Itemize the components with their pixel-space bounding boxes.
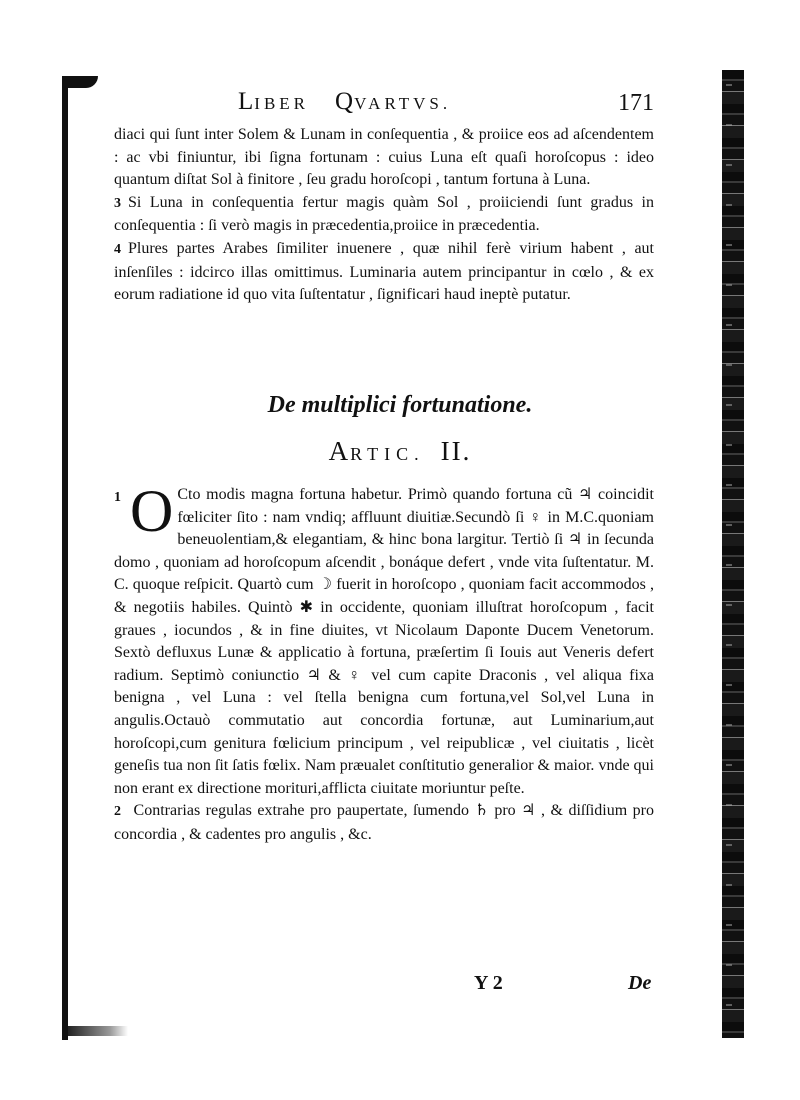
catchword: De [628,972,652,994]
signature-mark: Y 2 [474,972,503,994]
drop-cap: O [130,478,174,544]
running-head-initial: L [238,88,255,115]
article-initial: A [328,436,351,466]
paragraph-number: 1 [114,490,121,505]
text-block-article [114,478,654,847]
paragraph-text: Contrarias regulas extrahe pro paupertate, ſumendo ♄ pro ♃ , & diſſidium pro concordia , & cadentes pro angulis , &c. [114,802,654,843]
scan-border-right [722,70,744,1038]
scan-border-left [62,82,68,1040]
paragraph-text: diaci qui ſunt inter Solem & Lunam in conſequentia , & proiice eos ad aſcendentem : ac vbi finiuntur, ibi ſigna fortunam : cuius Luna eſt quaſi horoſcopus : ideo quantum diſtat Sol à finitore , ſeu gradu horoſcopi , tantum fortuna à Luna. [114,126,654,189]
paragraph-number: 2 [114,804,121,820]
page-number: 171 [618,90,654,116]
paragraph [114,192,654,238]
paragraph-text: Si Luna in conſequentia fertur magis quàm Sol , proiiciendi ſunt gradus in conſequentia : ſi verò magis in præcedentia,proiice in præcedentia. [114,193,654,235]
running-head-initial-2: Q [335,88,355,115]
paragraph-text: Cto modis magna fortuna habetur. Primò quando fortuna cũ ♃ coincidit fœliciter ſito : nam vndiq; affluunt diuitiæ.Secundò ſi ♀ in M.C.quoniam beneuolentiam,& elegantiam, & hinc bona largitur. Tertiò ſi ♃ in ſecunda domo , quoniam ad horoſcopum aſcendit , bonáque defert , vnde vita ſuſtentatur. M. C. quoque reſpicit. Quartò cum ☽ fuerit in horoſcopo , quoniam facit accommodos , & negotiis habiles. Quintò ✱ in occidente, quoniam illuſtrat horoſcopum , facit graues , iocundos , & in fine diuites, vt Nicolaum Daponte Ducem Venetorum. Sextò defluxus Lunæ & applicatio à fortuna, præſertim ſi Iouis aut Veneris defert radium. Septimò coniunctio ♃ & ♀ vel cum capite Draconis , vel aliqua fixa benigna , vel Luna : vel ſtella benigna cum fortuna,vel Sol,vel Luna in angulis.Octauò commutatio aut concordia fortunæ, aut Luminarium,aut horoſcopi,cum genitura fœlicium principum , vel reipublicæ , vel ciuitatis , licèt geneſis tua non ſit ſatis fœlix. Nam præualet conſtitutio generalior & maior. vnde qui non erant ex directione morituri,afflicta ciuitate moriuntur peſte. [114,486,654,797]
running-head-word2: VARTVS. [354,94,452,113]
paragraph-number: 3 [114,195,121,211]
paragraph [114,124,654,192]
paragraph [114,800,654,846]
text-block-continued [114,124,654,307]
running-head-word1: IBER [254,94,310,113]
article-heading [0,436,800,467]
article-number: II. [440,436,472,466]
paragraph [114,238,654,307]
article-label: RTIC. [350,444,425,464]
paragraph-number: 4 [114,241,121,257]
section-title: De multiplici fortunatione. [267,392,533,418]
paragraph-text: Plures partes Arabes ſimiliter inuenere , quæ nihil ferè virium habent , aut inſenſiles : idcirco illas omittimus. Luminaria autem principantur in cœlo , & ex eorum radiatione id quo vita ſuſtentatur , ſignificari haud ineptè putatur. [114,239,654,304]
scan-border-foot [68,1026,128,1036]
running-head [238,88,451,116]
paragraph [114,478,654,800]
